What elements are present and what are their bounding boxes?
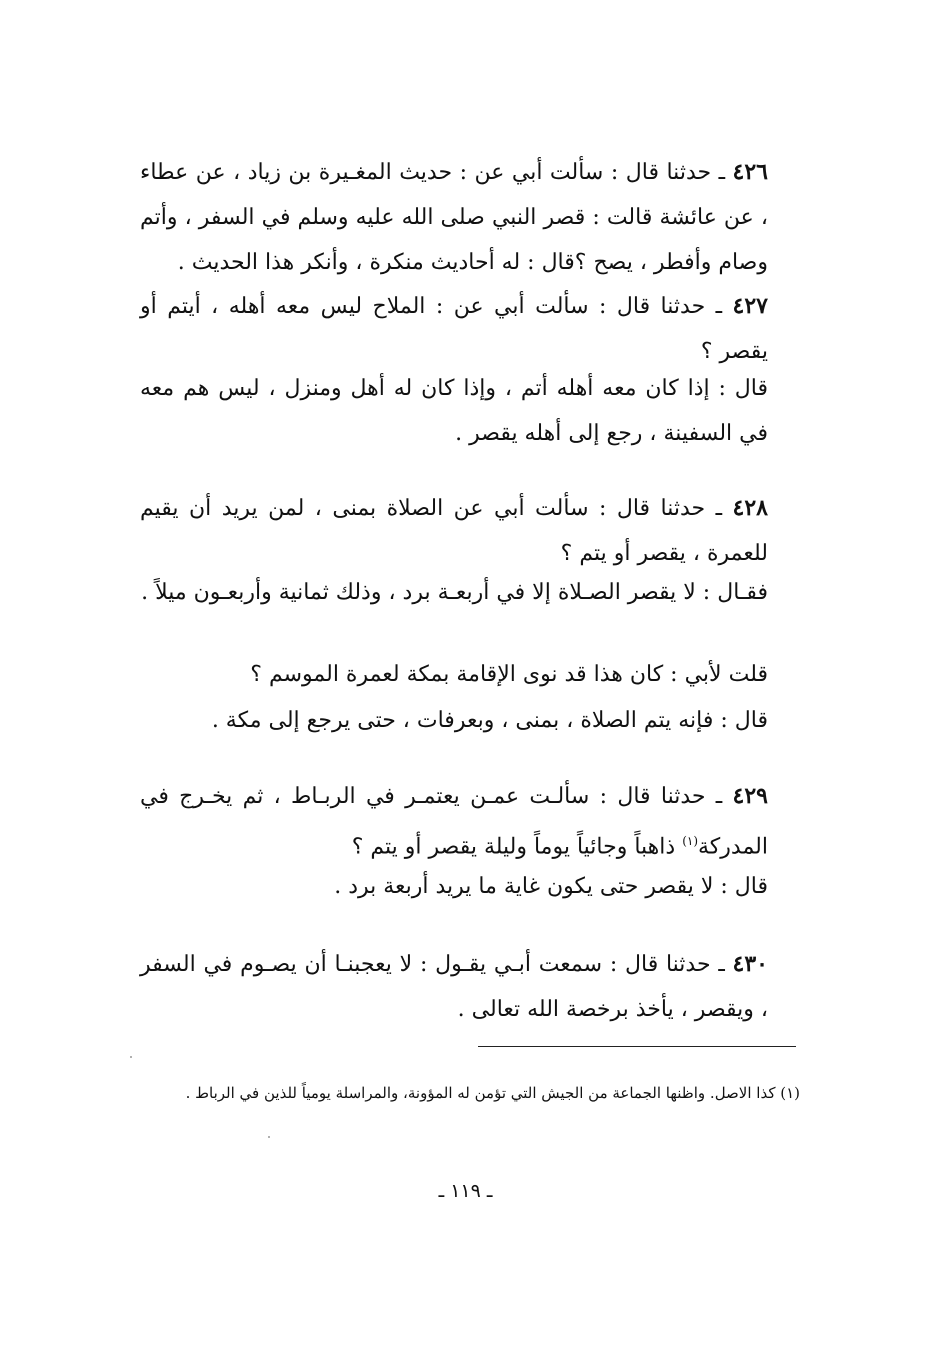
paragraph-text: قال : إذا كان معه أهله أتم ، وإذا كان له أهل ومنزل ، ليس هم معه في السفينة ، رجع إلى أهله يقصر . xyxy=(140,376,768,446)
paragraph-427 xyxy=(140,284,808,374)
paragraph-text: ـ حدثنا قال : سألـت عمـن يعتمـر في الربـاط ، ثم يخـرج في المدركة xyxy=(140,784,768,860)
paragraph-430 xyxy=(140,942,808,1032)
paragraph-text-continued: ذاهباً وجائياً يوماً وليلة يقصر أو يتم ؟ xyxy=(351,834,683,860)
paragraph-text: ـ حدثنا قال : سألت أبي عن الصلاة بمنى ، لمن يريد أن يقيم للعمرة ، يقصر أو يتم ؟ xyxy=(140,496,768,566)
answer-428 xyxy=(140,570,808,615)
answer-427 xyxy=(140,366,808,456)
reply-428 xyxy=(140,698,808,743)
paragraph-text: ـ حدثنا قال : سألت أبي عن : الملاح ليس معه أهله ، أيتم أو يقصر ؟ xyxy=(140,294,768,364)
paragraph-number: ٤٢٦ xyxy=(732,159,768,185)
paragraph-text: قال : فإنه يتم الصلاة ، بمنى ، وبعرفات ، حتى يرجع إلى مكة . xyxy=(211,708,768,733)
paragraph-428 xyxy=(140,486,808,576)
scan-speck xyxy=(268,1136,270,1138)
paragraph-426 xyxy=(140,150,808,285)
answer-429 xyxy=(140,864,808,909)
paragraph-text: قال : لا يقصر حتى يكون غاية ما يريد أربعة برد . xyxy=(334,874,768,899)
scan-speck xyxy=(130,1056,132,1058)
footnote-separator xyxy=(478,1046,796,1047)
paragraph-429 xyxy=(140,774,808,869)
paragraph-text: ـ حدثنا قال : سمعت أبـي يقـول : لا يعجبنـا أن يصـوم في السفر ، ويقصر ، يأخذ برخصة الله تعالى . xyxy=(140,952,768,1022)
paragraph-number: ٤٢٨ xyxy=(732,495,768,521)
paragraph-text: فقـال : لا يقصر الصـلاة إلا في أربعـة برد ، وذلك ثمانية وأربعـون ميلاً . xyxy=(141,580,768,605)
paragraph-text: ـ حدثنا قال : سألت أبي عن : حديث المغـيرة بن زياد ، عن عطاء ، عن عائشة قالت : قصر النبي صلى الله عليه وسلم في السفر ، وأتم وصام وأفطر ، يصح ؟قال : له أحاديث منكرة ، وأنكر هذا الحديث . xyxy=(140,160,768,275)
page-number: ـ ١١٩ ـ xyxy=(438,1180,493,1202)
question-428 xyxy=(140,652,808,697)
paragraph-text: قلت لأبي : كان هذا قد نوى الإقامة بمكة لعمرة الموسم ؟ xyxy=(250,662,768,687)
paragraph-number: ٤٣٠ xyxy=(732,951,768,977)
paragraph-number: ٤٢٩ xyxy=(732,783,768,809)
footnote: (١) كذا الاصل. واظنها الجماعة من الجيش التي تؤمن له المؤونة، والمراسلة يومياً للذين في الرباط . xyxy=(185,1084,800,1102)
paragraph-number: ٤٢٧ xyxy=(732,293,768,319)
footnote-reference: (١) xyxy=(682,834,699,848)
